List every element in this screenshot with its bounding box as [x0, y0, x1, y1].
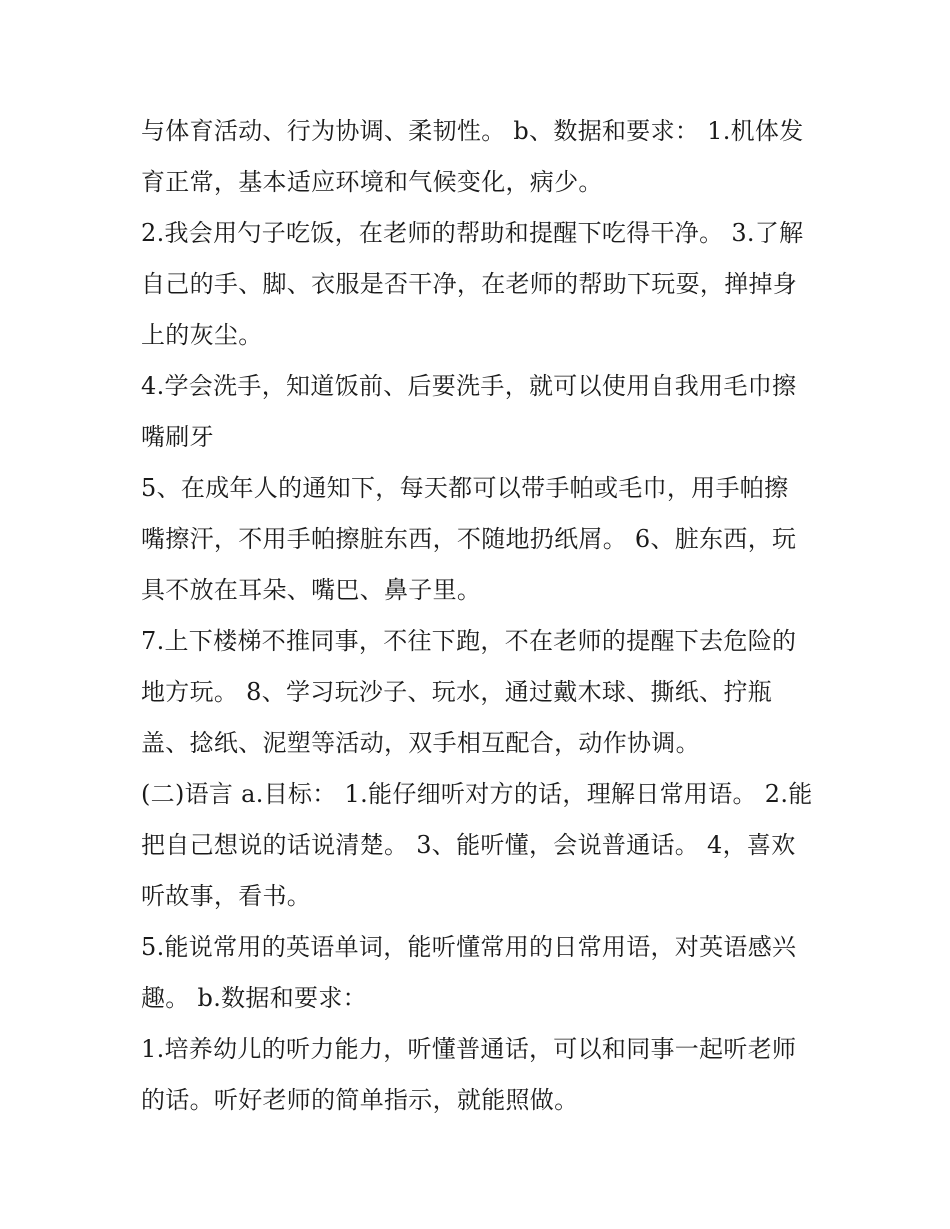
body-text: [141, 106, 831, 1126]
text-line: 4.学会洗手，知道饭前、后要洗手，就可以使用自我用毛巾擦: [141, 372, 797, 400]
text-line: 5、在成年人的通知下，每天都可以带手帕或毛巾，用手帕擦: [141, 474, 789, 502]
text-line: 趣。 b.数据和要求：: [141, 984, 367, 1012]
text-line: 盖、捻纸、泥塑等活动，双手相互配合，动作协调。: [141, 729, 700, 757]
text-line: (二)语言 a.目标： 1.能仔细听对方的话，理解日常用语。 2.能: [141, 780, 813, 808]
text-line: 5.能说常用的英语单词，能听懂常用的日常用语，对英语感兴: [141, 933, 797, 961]
text-line: 地方玩。 8、学习玩沙子、玩水，通过戴木球、撕纸、拧瓶: [141, 678, 772, 706]
text-line: 听故事，看书。: [141, 882, 312, 910]
text-line: 具不放在耳朵、嘴巴、鼻子里。: [141, 576, 482, 604]
text-line: 与体育活动、行为协调、柔韧性。 b、数据和要求： 1.机体发: [141, 117, 804, 145]
text-line: 1.培养幼儿的听力能力，听懂普通话，可以和同事一起听老师: [141, 1035, 797, 1063]
text-line: 7.上下楼梯不推同事，不往下跑，不在老师的提醒下去危险的: [141, 627, 797, 655]
text-line: 自己的手、脚、衣服是否干净，在老师的帮助下玩耍，掸掉身: [141, 270, 798, 298]
text-line: 2.我会用勺子吃饭，在老师的帮助和提醒下吃得干净。 3.了解: [141, 219, 804, 247]
text-line: 上的灰尘。: [141, 321, 263, 349]
text-line: 嘴刷牙: [141, 423, 214, 451]
text-line: 育正常，基本适应环境和气候变化，病少。: [141, 168, 603, 196]
text-line: 的话。听好老师的简单指示，就能照做。: [141, 1086, 579, 1114]
text-line: 嘴擦汗，不用手帕擦脏东西，不随地扔纸屑。 6、脏东西，玩: [141, 525, 797, 553]
text-line: 把自己想说的话说清楚。 3、能听懂，会说普通话。 4，喜欢: [141, 831, 796, 859]
